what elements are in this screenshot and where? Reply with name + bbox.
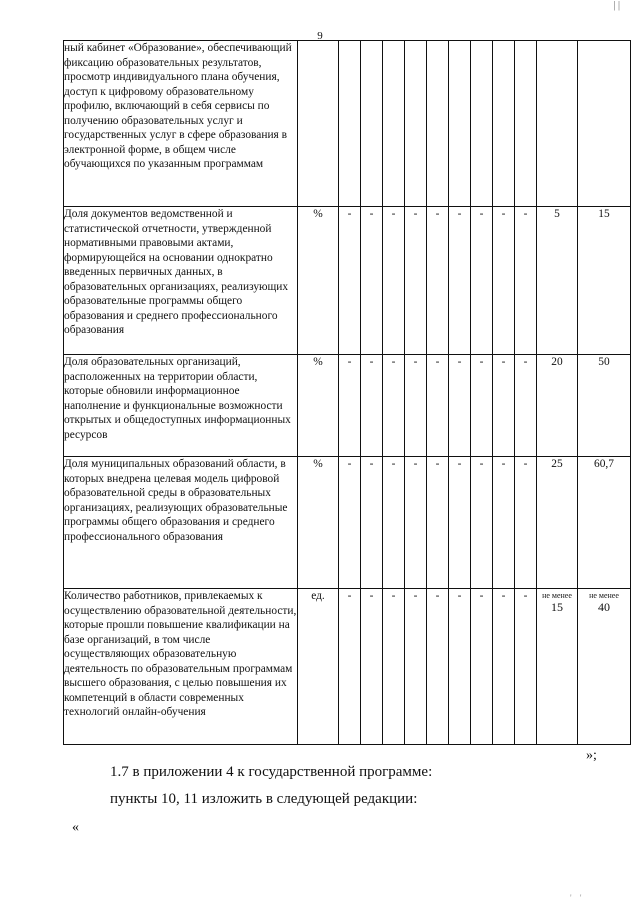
table-cell: - [339,355,361,457]
table-cell: - [427,207,449,355]
table-cell: - [427,457,449,589]
indicator-table [63,40,631,745]
table-cell [537,589,578,745]
table-cell: - [405,457,427,589]
table-cell [361,41,383,207]
table-cell: - [405,355,427,457]
table-row [64,207,631,355]
table-cell: - [383,207,405,355]
row-unit: % [298,457,339,589]
page-number: 9 [317,30,323,42]
table-cell: - [427,589,449,745]
table-cell: 50 [578,355,631,457]
table-cell: - [471,207,493,355]
row-description: Доля муниципальных образований области, в которых внедрена целевая модель цифровой образовательной среды в образовательных организациях, реализующих образовательные программы общего образования и среднего профессионального образования [64,457,298,589]
table-cell: 5 [537,207,578,355]
table-row [64,589,631,745]
table-cell [537,41,578,207]
closing-quote: »; [586,748,597,763]
table-row [64,457,631,589]
row-description: Количество работников, привлекаемых к осуществлению образовательной деятельности, которые прошли повышение квалификации на базе организаций, в том числе осуществляющих образовательную деятельность по образовательным программам высшего образования, с целью повышения их компетенций в области современных технологий онлайн-обучения [64,589,298,745]
table-cell: - [471,457,493,589]
table-cell: 25 [537,457,578,589]
table-cell [405,41,427,207]
table-cell: - [361,207,383,355]
prefix-label: не менее [589,591,619,600]
table-cell [383,41,405,207]
table-cell: - [383,589,405,745]
table-cell: - [471,589,493,745]
prefix-label: не менее [542,591,572,600]
table-cell: - [515,589,537,745]
table-cell: - [515,457,537,589]
bottom-mark: ' ' [570,893,585,903]
table-cell: - [515,207,537,355]
table-cell: - [405,589,427,745]
row-description: Доля образовательных организаций, расположенных на территории области, которые обновили информационное наполнение и функциональные возможности открытых и общедоступных информационных ресурсов [64,355,298,457]
table-cell: - [361,457,383,589]
row-description: ный кабинет «Образование», обеспечивающий фиксацию образовательных результатов, просмотр индивидуального плана обучения, доступ к цифровому образовательному профилю, включающий в себя сервисы по получению образовательных услуг и государственных услуг в сфере образования в электронной форме, в общем числе обучающихся по указанным программам [64,41,298,207]
table-cell: - [383,355,405,457]
table-cell: - [493,589,515,745]
table-cell [578,41,631,207]
row-description: Доля документов ведомственной и статистической отчетности, утвержденной нормативными правовыми актами, формирующейся на основании однократно введенных первичных данных, в образовательных организациях, реализующих образовательные программы общего образования и среднего профессионального образования [64,207,298,355]
table-cell: - [339,589,361,745]
value-label: 15 [551,600,563,614]
table-cell [339,41,361,207]
row-unit: ед. [298,589,339,745]
table-cell: - [361,589,383,745]
value-label: 40 [598,600,610,614]
table-cell: - [449,589,471,745]
corner-mark: | | [613,0,620,11]
paragraph-1: 1.7 в приложении 4 к государственной программе: [110,764,433,780]
table-cell: 20 [537,355,578,457]
table-cell: - [493,355,515,457]
row-unit: % [298,355,339,457]
table-cell [449,41,471,207]
table-row [64,355,631,457]
opening-quote: « [72,820,79,835]
table-cell [515,41,537,207]
table-cell: - [493,457,515,589]
table-cell: - [493,207,515,355]
table-cell: - [383,457,405,589]
paragraph-2: пункты 10, 11 изложить в следующей редакции: [110,791,418,807]
table-cell: - [405,207,427,355]
table-cell: - [427,355,449,457]
table-row [64,41,631,207]
table-cell [493,41,515,207]
table-cell: - [449,355,471,457]
row-unit: % [298,207,339,355]
table-cell: - [339,207,361,355]
table-cell: - [515,355,537,457]
table-cell [471,41,493,207]
table-cell: - [471,355,493,457]
table-cell: 15 [578,207,631,355]
table-cell [578,589,631,745]
table-cell: - [361,355,383,457]
table-cell: - [449,207,471,355]
row-unit [298,41,339,207]
table-cell: - [339,457,361,589]
table-cell: - [449,457,471,589]
table-cell: 60,7 [578,457,631,589]
table-cell [427,41,449,207]
